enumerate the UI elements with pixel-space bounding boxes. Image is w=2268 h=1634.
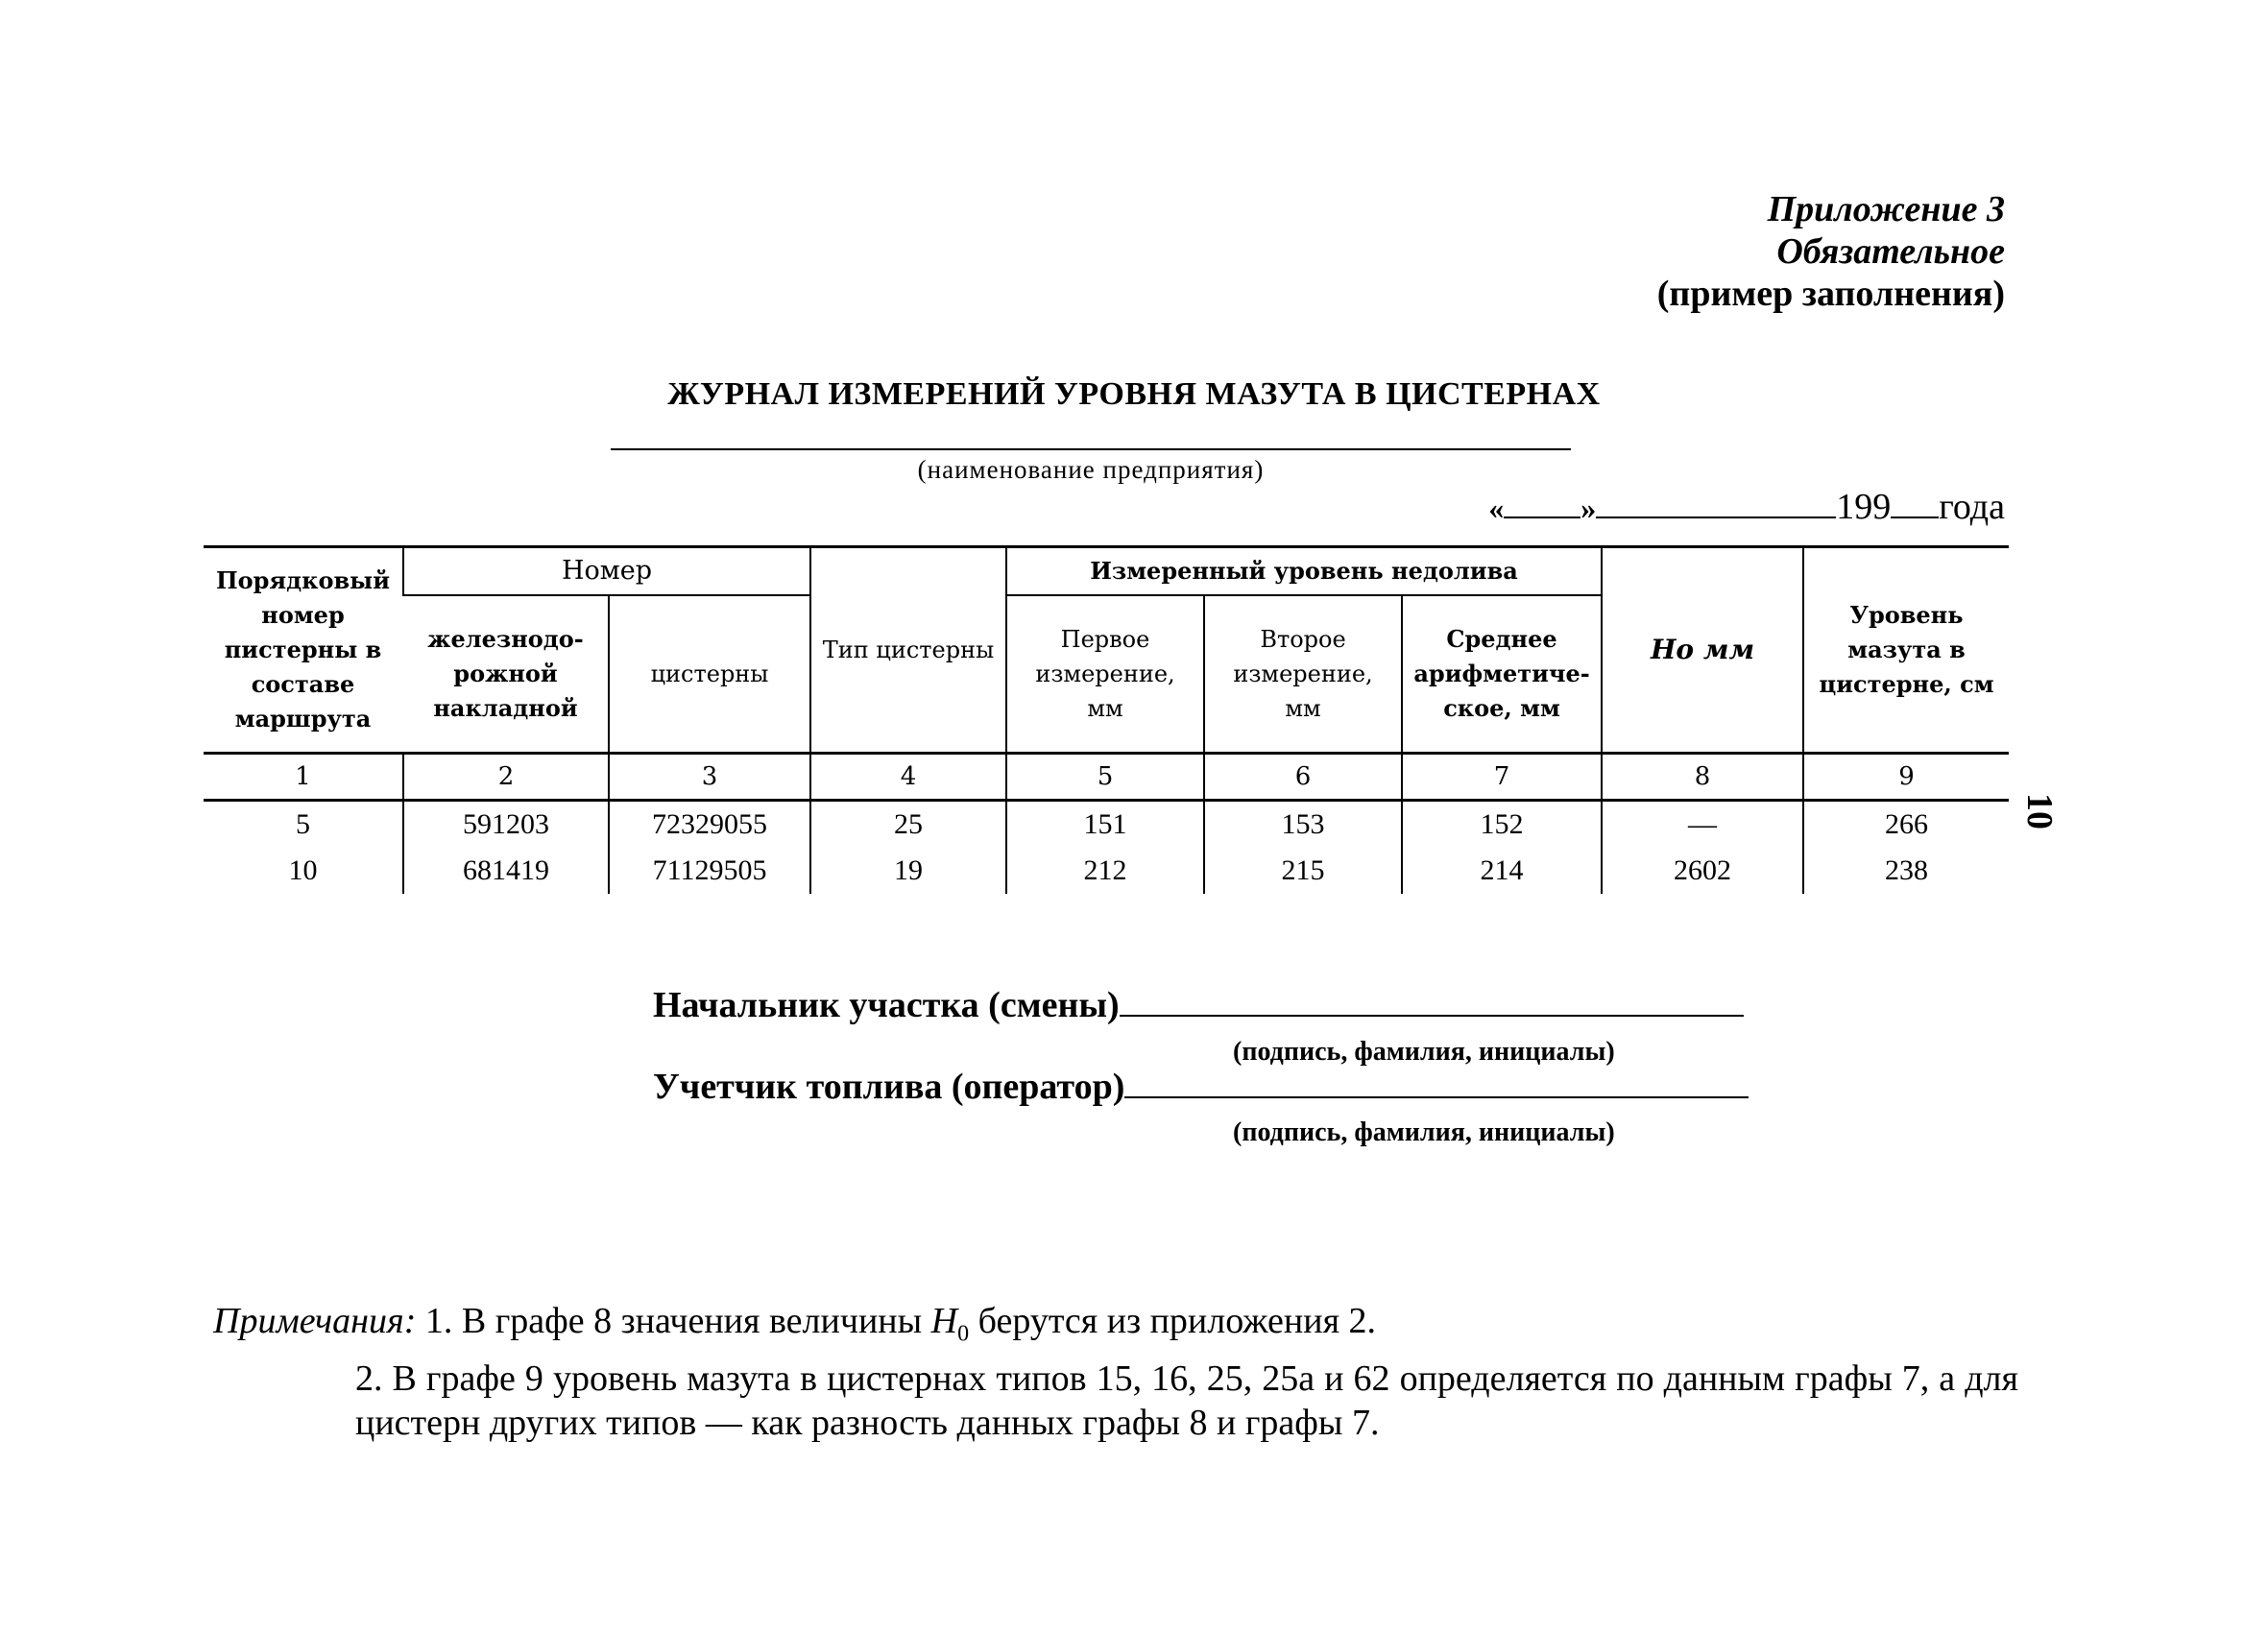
column-number: 4 [810, 754, 1006, 801]
month-blank [1596, 484, 1836, 518]
cell-sequence: 10 [288, 854, 318, 886]
notes-label: Примечания: [213, 1301, 417, 1341]
cell-level: 238 [1803, 848, 2009, 894]
day-blank [1504, 484, 1580, 518]
header-mean-measurement: Среднее арифметиче-ское, мм [1402, 595, 1602, 754]
column-number: 9 [1803, 754, 2009, 801]
column-number: 3 [609, 754, 810, 801]
cell-second: 215 [1204, 848, 1402, 894]
header-measured-group: Измеренный уровень недолива [1006, 547, 1602, 596]
column-number: 2 [403, 754, 609, 801]
column-number-row [204, 754, 2009, 801]
cell-type: 25 [810, 801, 1006, 849]
notes [213, 1299, 2018, 1445]
header-fuel-level: Уровень мазута в цистерне, см [1803, 547, 2009, 754]
note-1-number: 1. [424, 1301, 453, 1341]
column-number: 7 [1402, 754, 1602, 801]
header-h0: Но мм [1602, 547, 1803, 754]
year-prefix: 199 [1836, 487, 1892, 527]
appendix-note: (пример заполнения) [1656, 274, 2005, 314]
journal-table [204, 545, 2009, 894]
appendix-status: Обязательное [1776, 231, 2005, 272]
cell-waybill: 591203 [403, 801, 609, 849]
table-row [204, 801, 2009, 849]
cell-sequence: 5 [296, 808, 310, 840]
cell-tank: 71129505 [609, 848, 810, 894]
appendix-header [1657, 188, 2005, 315]
header-first-measurement: Первое измерение, мм [1006, 595, 1204, 754]
header-tank: цистерны [609, 595, 810, 754]
document-title: ЖУРНАЛ ИЗМЕРЕНИЙ УРОВНЯ МАЗУТА В ЦИСТЕРНАХ [667, 376, 1601, 412]
column-number: 1 [204, 754, 403, 801]
header-waybill: железнодо-рожной накладной [427, 625, 584, 722]
organization-line [611, 448, 1571, 450]
note-1-variable: Н [930, 1301, 958, 1341]
column-number: 5 [1006, 754, 1204, 801]
cell-mean: 214 [1402, 848, 1602, 894]
chief-signature-label: Начальник участка (смены) [653, 985, 1120, 1025]
note-1 [213, 1299, 2018, 1357]
column-number: 8 [1602, 754, 1803, 801]
appendix-number: Приложение 3 [1767, 189, 2005, 229]
cell-mean: 152 [1402, 801, 1602, 849]
accountant-signature-caption: (подпись, фамилия, инициалы) [1233, 1117, 1615, 1147]
cell-tank: 72329055 [609, 801, 810, 849]
header-tank-type: Тип цистерны [810, 547, 1006, 754]
note-1-text-a: В графе 8 значения величины [461, 1301, 923, 1341]
header-number-group: Номер [403, 547, 810, 596]
header-second-measurement: Второе измерение, мм [1204, 595, 1402, 754]
cell-h0: 2602 [1602, 848, 1803, 894]
cell-type: 19 [810, 848, 1006, 894]
year-blank [1891, 484, 1939, 518]
chief-signature-line [653, 984, 1744, 1026]
date-line [1488, 484, 2005, 528]
cell-first: 212 [1006, 848, 1204, 894]
year-suffix: года [1939, 487, 2005, 527]
cell-second: 153 [1204, 801, 1402, 849]
note-1-text-b: берутся из приложения 2. [977, 1301, 1377, 1341]
date-close-quote: » [1580, 491, 1597, 525]
chief-signature-blank [1120, 984, 1744, 1017]
table-row [204, 848, 2009, 894]
header-sequence-number: Порядковый номер пистерны в составе маршрута [204, 547, 403, 754]
accountant-signature-blank [1124, 1066, 1749, 1098]
cell-level: 266 [1803, 801, 2009, 849]
date-open-quote: « [1488, 491, 1505, 525]
accountant-signature-label: Учетчик топлива (оператор) [653, 1067, 1125, 1107]
page-number: 10 [2019, 793, 2060, 829]
accountant-signature-line [653, 1066, 1749, 1108]
cell-waybill: 681419 [403, 848, 609, 894]
organization-caption: (наименование предприятия) [917, 455, 1265, 484]
cell-first: 151 [1006, 801, 1204, 849]
note-1-subscript: 0 [957, 1321, 970, 1347]
column-number: 6 [1204, 754, 1402, 801]
chief-signature-caption: (подпись, фамилия, инициалы) [1233, 1037, 1615, 1067]
note-2: 2. В графе 9 уровень мазута в цистернах типов 15, 16, 25, 25а и 62 определяется по данным графы 7, а для цистерн других типов — как разность данных графы 8 и графы 7. [355, 1358, 2018, 1443]
cell-h0: — [1602, 801, 1803, 849]
